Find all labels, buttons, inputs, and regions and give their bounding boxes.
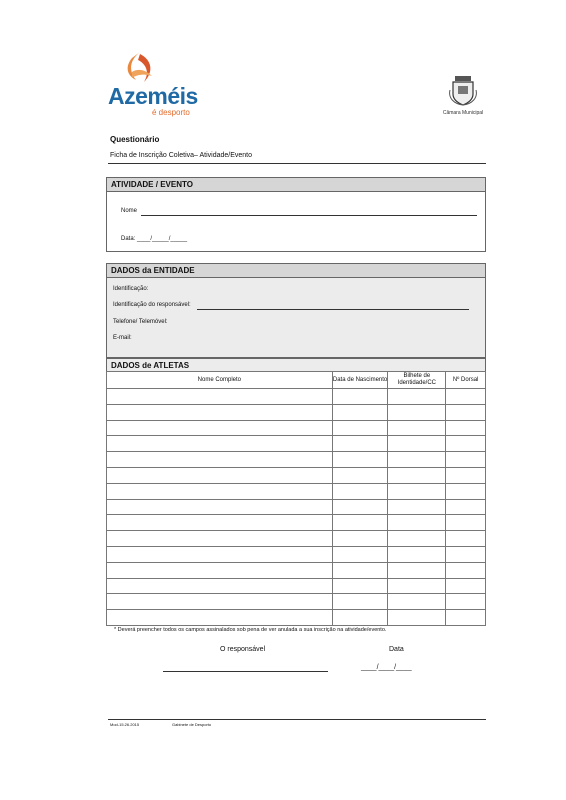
athlete-birth-cell[interactable] xyxy=(332,531,388,547)
athlete-birth-cell[interactable] xyxy=(332,562,388,578)
athlete-birth-cell[interactable] xyxy=(332,436,388,452)
athletes-rows xyxy=(107,389,486,626)
athlete-birth-cell[interactable] xyxy=(332,515,388,531)
athlete-id-cell[interactable] xyxy=(388,610,446,626)
responsible-signature-line[interactable] xyxy=(163,671,328,672)
logo-subtitle: é desporto xyxy=(152,108,190,117)
table-row xyxy=(107,531,486,547)
flame-logo-icon xyxy=(122,50,158,86)
table-row xyxy=(107,499,486,515)
table-row xyxy=(107,578,486,594)
athlete-bib-cell[interactable] xyxy=(446,452,486,468)
footer-divider xyxy=(108,719,486,720)
athlete-bib-cell[interactable] xyxy=(446,546,486,562)
athletes-table xyxy=(106,371,486,626)
table-row xyxy=(107,420,486,436)
table-row xyxy=(107,389,486,405)
activity-name-field[interactable] xyxy=(141,215,477,216)
office-name: Gabinete de Desporto xyxy=(172,722,212,727)
athlete-bib-cell[interactable] xyxy=(446,467,486,483)
responsible-label: O responsável xyxy=(220,646,266,653)
table-row xyxy=(107,467,486,483)
activity-section xyxy=(106,177,486,252)
table-row xyxy=(107,610,486,626)
athlete-bib-cell[interactable] xyxy=(446,499,486,515)
athlete-name-cell[interactable] xyxy=(107,515,333,531)
athlete-name-cell[interactable] xyxy=(107,404,333,420)
footnote: * Deverá preencher todos os campos assinalados sob pena de ver anulada a sua inscrição na atividade/evento. xyxy=(114,627,387,633)
athlete-birth-cell[interactable] xyxy=(332,483,388,499)
athlete-birth-cell[interactable] xyxy=(332,404,388,420)
entity-responsible-field[interactable] xyxy=(197,309,469,310)
title-divider xyxy=(108,163,486,164)
entity-id-label: Identificação: xyxy=(113,286,149,292)
athlete-id-cell[interactable] xyxy=(388,436,446,452)
entity-phone-label: Telefone/ Telemóvel: xyxy=(113,319,168,325)
athlete-birth-cell[interactable] xyxy=(332,546,388,562)
athlete-id-cell[interactable] xyxy=(388,420,446,436)
table-row xyxy=(107,546,486,562)
col-header-name: Nome Completo xyxy=(107,372,333,389)
crest-icon xyxy=(448,74,478,106)
athlete-id-cell[interactable] xyxy=(388,499,446,515)
athlete-birth-cell[interactable] xyxy=(332,452,388,468)
athlete-name-cell[interactable] xyxy=(107,483,333,499)
table-row xyxy=(107,594,486,610)
athlete-id-cell[interactable] xyxy=(388,404,446,420)
athlete-id-cell[interactable] xyxy=(388,483,446,499)
document-code: Mod-15.26.2015 xyxy=(110,722,140,727)
athlete-name-cell[interactable] xyxy=(107,467,333,483)
athlete-bib-cell[interactable] xyxy=(446,531,486,547)
athlete-birth-cell[interactable] xyxy=(332,610,388,626)
azemeis-logo xyxy=(108,50,198,120)
col-header-birth: Data de Nascimento xyxy=(332,372,388,389)
athlete-bib-cell[interactable] xyxy=(446,420,486,436)
athlete-name-cell[interactable] xyxy=(107,499,333,515)
athlete-bib-cell[interactable] xyxy=(446,594,486,610)
athlete-birth-cell[interactable] xyxy=(332,594,388,610)
municipal-crest xyxy=(438,74,488,120)
entity-heading: DADOS da ENTIDADE xyxy=(107,264,485,278)
athlete-name-cell[interactable] xyxy=(107,546,333,562)
athlete-bib-cell[interactable] xyxy=(446,483,486,499)
athlete-id-cell[interactable] xyxy=(388,578,446,594)
athlete-name-cell[interactable] xyxy=(107,562,333,578)
athlete-name-cell[interactable] xyxy=(107,389,333,405)
athlete-name-cell[interactable] xyxy=(107,420,333,436)
athlete-id-cell[interactable] xyxy=(388,467,446,483)
col-header-bib: Nº Dorsal xyxy=(446,372,486,389)
athlete-id-cell[interactable] xyxy=(388,562,446,578)
athletes-section xyxy=(106,358,486,372)
athlete-bib-cell[interactable] xyxy=(446,404,486,420)
athlete-id-cell[interactable] xyxy=(388,594,446,610)
logo-name: Azeméis xyxy=(108,83,198,109)
athlete-bib-cell[interactable] xyxy=(446,515,486,531)
athlete-birth-cell[interactable] xyxy=(332,578,388,594)
activity-date-field[interactable]: Data: ____/_____/_____ xyxy=(121,236,188,242)
athlete-name-cell[interactable] xyxy=(107,452,333,468)
athlete-birth-cell[interactable] xyxy=(332,499,388,515)
form-subtitle: Ficha de Inscrição Coletiva– Atividade/Evento xyxy=(110,152,253,159)
date-field[interactable]: ____/____/____ xyxy=(361,664,412,671)
table-row xyxy=(107,562,486,578)
table-row xyxy=(107,483,486,499)
athlete-id-cell[interactable] xyxy=(388,531,446,547)
athlete-name-cell[interactable] xyxy=(107,531,333,547)
date-label: Data xyxy=(389,646,404,653)
col-header-id: Bilhete de Identidade/CC xyxy=(388,372,446,389)
activity-name-label: Nome xyxy=(121,208,138,214)
athlete-id-cell[interactable] xyxy=(388,515,446,531)
athlete-bib-cell[interactable] xyxy=(446,389,486,405)
athlete-bib-cell[interactable] xyxy=(446,436,486,452)
table-row xyxy=(107,404,486,420)
athlete-name-cell[interactable] xyxy=(107,594,333,610)
crest-caption: Câmara Municipal xyxy=(442,110,484,116)
entity-responsible-label: Identificação do responsável: xyxy=(113,302,191,308)
entity-email-label: E-mail: xyxy=(113,335,132,341)
athlete-id-cell[interactable] xyxy=(388,546,446,562)
athlete-id-cell[interactable] xyxy=(388,389,446,405)
table-row xyxy=(107,452,486,468)
athlete-bib-cell[interactable] xyxy=(446,610,486,626)
athlete-birth-cell[interactable] xyxy=(332,389,388,405)
athlete-id-cell[interactable] xyxy=(388,452,446,468)
activity-heading: ATIVIDADE / EVENTO xyxy=(107,178,485,192)
table-row xyxy=(107,515,486,531)
athlete-name-cell[interactable] xyxy=(107,436,333,452)
athlete-birth-cell[interactable] xyxy=(332,420,388,436)
form-title: Questionário xyxy=(110,135,160,144)
athlete-name-cell[interactable] xyxy=(107,578,333,594)
athlete-birth-cell[interactable] xyxy=(332,467,388,483)
athlete-bib-cell[interactable] xyxy=(446,562,486,578)
athletes-heading: DADOS de ATLETAS xyxy=(111,361,190,370)
athlete-name-cell[interactable] xyxy=(107,610,333,626)
table-row xyxy=(107,436,486,452)
entity-section xyxy=(106,263,486,358)
athlete-bib-cell[interactable] xyxy=(446,578,486,594)
athletes-header-row xyxy=(107,372,486,389)
